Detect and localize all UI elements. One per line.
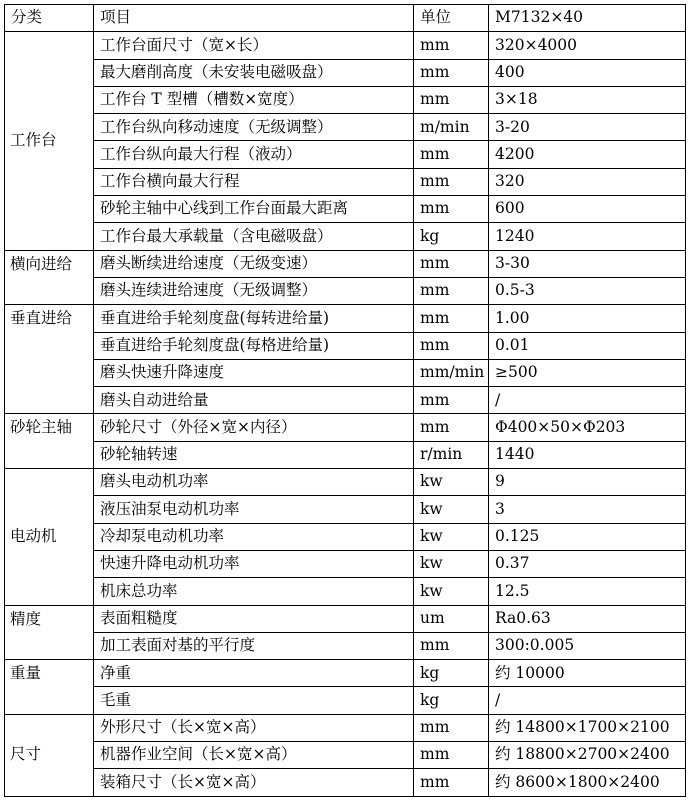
item-cell: 工作台面尺寸（宽×长） <box>94 32 414 59</box>
item-cell: 工作台横向最大行程 <box>94 168 414 195</box>
unit-cell: mm <box>414 305 489 332</box>
value-cell: 1.00 <box>489 305 686 332</box>
header-model: M7132×40 <box>489 5 686 32</box>
unit-cell: mm <box>414 414 489 441</box>
item-cell: 工作台纵向最大行程（液动） <box>94 141 414 168</box>
value-cell: 约 18800×2700×2400 <box>489 742 686 769</box>
value-cell: 4200 <box>489 141 686 168</box>
unit-cell: mm <box>414 769 489 796</box>
group-label-dimensions: 尺寸 <box>5 714 94 796</box>
item-cell: 外形尺寸（长×宽×高） <box>94 714 414 741</box>
unit-cell: mm <box>414 59 489 86</box>
unit-cell: mm <box>414 387 489 414</box>
unit-cell: r/min <box>414 441 489 468</box>
table-row <box>5 359 686 386</box>
unit-cell: um <box>414 605 489 632</box>
item-cell: 磨头自动进给量 <box>94 387 414 414</box>
item-cell: 装箱尺寸（长×宽×高） <box>94 769 414 796</box>
item-cell: 最大磨削高度（未安装电磁吸盘） <box>94 59 414 86</box>
value-cell: 320×4000 <box>489 32 686 59</box>
item-cell: 机床总功率 <box>94 578 414 605</box>
table-row <box>5 32 686 59</box>
unit-cell: mm/min <box>414 359 489 386</box>
table-row <box>5 250 686 277</box>
header-unit: 单位 <box>414 5 489 32</box>
value-cell: 0.37 <box>489 550 686 577</box>
table-row <box>5 769 686 796</box>
value-cell: 1440 <box>489 441 686 468</box>
item-cell: 冷却泵电动机功率 <box>94 523 414 550</box>
table-row <box>5 496 686 523</box>
item-cell: 磨头断续进给速度（无级变速） <box>94 250 414 277</box>
unit-cell: kw <box>414 523 489 550</box>
table-row <box>5 387 686 414</box>
value-cell: 400 <box>489 59 686 86</box>
spec-body <box>5 32 686 796</box>
table-row <box>5 168 686 195</box>
value-cell: 3×18 <box>489 86 686 113</box>
value-cell: 320 <box>489 168 686 195</box>
unit-cell: kg <box>414 223 489 250</box>
group-label-spindle: 砂轮主轴 <box>5 414 94 469</box>
value-cell: 约 8600×1800×2400 <box>489 769 686 796</box>
unit-cell: mm <box>414 714 489 741</box>
table-row <box>5 550 686 577</box>
table-row <box>5 632 686 659</box>
item-cell: 工作台最大承载量（含电磁吸盘） <box>94 223 414 250</box>
item-cell: 砂轮主轴中心线到工作台面最大距离 <box>94 196 414 223</box>
unit-cell: kg <box>414 687 489 714</box>
value-cell: 9 <box>489 469 686 496</box>
unit-cell: mm <box>414 86 489 113</box>
unit-cell: mm <box>414 141 489 168</box>
value-cell: ≥500 <box>489 359 686 386</box>
item-cell: 快速升降电动机功率 <box>94 550 414 577</box>
value-cell: 0.5-3 <box>489 277 686 304</box>
unit-cell: mm <box>414 250 489 277</box>
group-label-motor: 电动机 <box>5 469 94 605</box>
table-row <box>5 523 686 550</box>
table-row <box>5 141 686 168</box>
unit-cell: mm <box>414 196 489 223</box>
item-cell: 加工表面对基的平行度 <box>94 632 414 659</box>
value-cell: 600 <box>489 196 686 223</box>
table-row <box>5 469 686 496</box>
item-cell: 表面粗糙度 <box>94 605 414 632</box>
value-cell: / <box>489 687 686 714</box>
group-label-vertical-feed: 垂直进给 <box>5 305 94 414</box>
item-cell: 毛重 <box>94 687 414 714</box>
header-category: 分类 <box>5 5 94 32</box>
item-cell: 垂直进给手轮刻度盘(每转进给量) <box>94 305 414 332</box>
table-row <box>5 223 686 250</box>
item-cell: 机器作业空间（长×宽×高） <box>94 742 414 769</box>
value-cell: / <box>489 387 686 414</box>
unit-cell: mm <box>414 277 489 304</box>
table-row <box>5 687 686 714</box>
table-row <box>5 59 686 86</box>
value-cell: 3-30 <box>489 250 686 277</box>
table-row <box>5 332 686 359</box>
header-item: 项目 <box>94 5 414 32</box>
item-cell: 液压油泵电动机功率 <box>94 496 414 523</box>
unit-cell: kw <box>414 496 489 523</box>
item-cell: 工作台纵向移动速度（无级调整） <box>94 114 414 141</box>
spec-table <box>4 4 686 797</box>
value-cell: 0.125 <box>489 523 686 550</box>
value-cell: 3 <box>489 496 686 523</box>
value-cell: 1240 <box>489 223 686 250</box>
item-cell: 净重 <box>94 660 414 687</box>
unit-cell: kw <box>414 578 489 605</box>
unit-cell: mm <box>414 32 489 59</box>
table-row <box>5 196 686 223</box>
group-label-worktable: 工作台 <box>5 32 94 250</box>
unit-cell: kw <box>414 550 489 577</box>
table-row <box>5 277 686 304</box>
table-row <box>5 441 686 468</box>
value-cell: 3-20 <box>489 114 686 141</box>
unit-cell: m/min <box>414 114 489 141</box>
table-row <box>5 414 686 441</box>
table-row <box>5 714 686 741</box>
table-row <box>5 86 686 113</box>
table-row <box>5 660 686 687</box>
unit-cell: mm <box>414 332 489 359</box>
table-row <box>5 305 686 332</box>
unit-cell: kg <box>414 660 489 687</box>
item-cell: 砂轮轴转速 <box>94 441 414 468</box>
group-label-weight: 重量 <box>5 660 94 715</box>
value-cell: 约 14800×1700×2100 <box>489 714 686 741</box>
unit-cell: mm <box>414 742 489 769</box>
value-cell: 12.5 <box>489 578 686 605</box>
value-cell: 300:0.005 <box>489 632 686 659</box>
item-cell: 磨头电动机功率 <box>94 469 414 496</box>
unit-cell: kw <box>414 469 489 496</box>
item-cell: 工作台 T 型槽（槽数×宽度） <box>94 86 414 113</box>
header-row <box>5 5 686 32</box>
item-cell: 垂直进给手轮刻度盘(每格进给量) <box>94 332 414 359</box>
table-row <box>5 578 686 605</box>
value-cell: Ra0.63 <box>489 605 686 632</box>
value-cell: 0.01 <box>489 332 686 359</box>
item-cell: 砂轮尺寸（外径×宽×内径） <box>94 414 414 441</box>
unit-cell: mm <box>414 632 489 659</box>
table-row <box>5 114 686 141</box>
group-label-cross-feed: 横向进给 <box>5 250 94 305</box>
group-label-precision: 精度 <box>5 605 94 660</box>
value-cell: Φ400×50×Φ203 <box>489 414 686 441</box>
table-row <box>5 605 686 632</box>
unit-cell: mm <box>414 168 489 195</box>
item-cell: 磨头连续进给速度（无级调整） <box>94 277 414 304</box>
item-cell: 磨头快速升降速度 <box>94 359 414 386</box>
table-row <box>5 742 686 769</box>
value-cell: 约 10000 <box>489 660 686 687</box>
